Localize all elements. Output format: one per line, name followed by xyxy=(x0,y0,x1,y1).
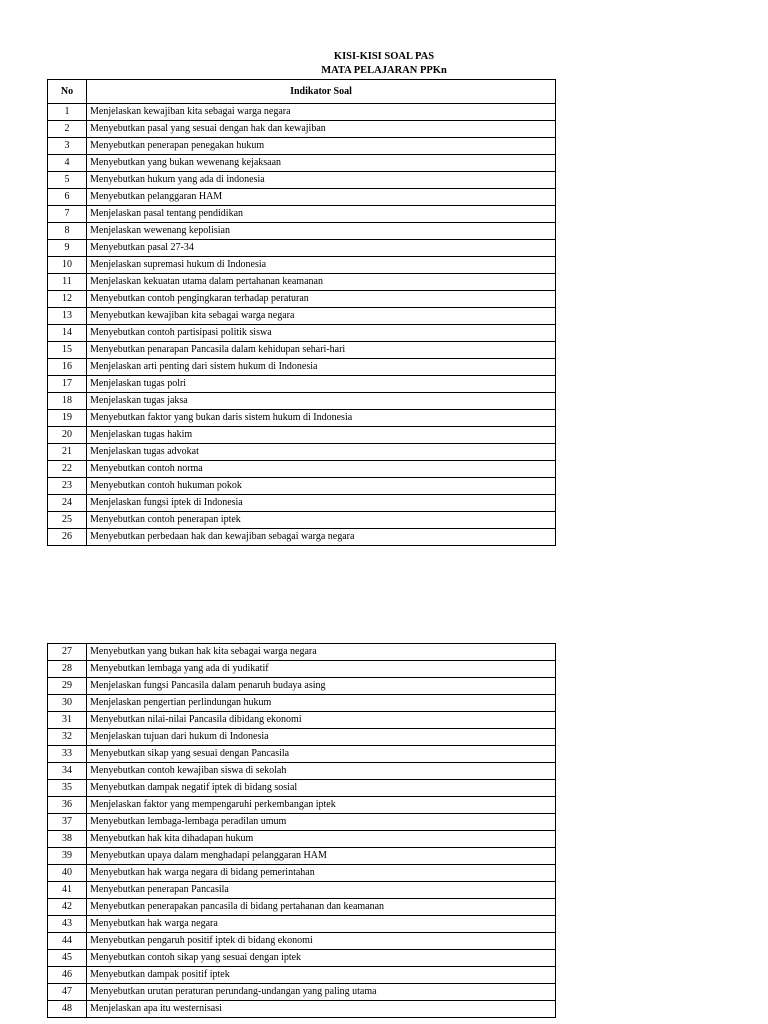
table-row xyxy=(48,427,556,444)
row-number: 35 xyxy=(48,780,87,797)
row-number: 5 xyxy=(48,172,87,189)
row-indicator: Menyebutkan hak warga negara di bidang pemerintahan xyxy=(87,865,556,882)
table-row xyxy=(48,729,556,746)
row-number: 14 xyxy=(48,325,87,342)
table-row xyxy=(48,797,556,814)
table-row xyxy=(48,865,556,882)
table-row xyxy=(48,121,556,138)
row-number: 1 xyxy=(48,104,87,121)
table-row xyxy=(48,342,556,359)
row-indicator: Menjelaskan tugas jaksa xyxy=(87,393,556,410)
table-row xyxy=(48,916,556,933)
table-row xyxy=(48,1001,556,1018)
table-row xyxy=(48,695,556,712)
row-number: 33 xyxy=(48,746,87,763)
table-row xyxy=(48,274,556,291)
row-number: 39 xyxy=(48,848,87,865)
row-indicator: Menjelaskan wewenang kepolisian xyxy=(87,223,556,240)
table-row xyxy=(48,376,556,393)
table-row xyxy=(48,831,556,848)
row-indicator: Menyebutkan contoh hukuman pokok xyxy=(87,478,556,495)
table-row xyxy=(48,461,556,478)
row-indicator: Menyebutkan perbedaan hak dan kewajiban sebagai warga negara xyxy=(87,529,556,546)
row-number: 48 xyxy=(48,1001,87,1018)
row-indicator: Menyebutkan nilai-nilai Pancasila dibidang ekonomi xyxy=(87,712,556,729)
row-indicator: Menjelaskan apa itu westernisasi xyxy=(87,1001,556,1018)
row-number: 41 xyxy=(48,882,87,899)
table-row xyxy=(48,746,556,763)
indicator-table-1 xyxy=(47,79,556,546)
row-indicator: Menjelaskan tugas advokat xyxy=(87,444,556,461)
table-row xyxy=(48,678,556,695)
row-indicator: Menjelaskan supremasi hukum di Indonesia xyxy=(87,257,556,274)
row-number: 20 xyxy=(48,427,87,444)
row-number: 11 xyxy=(48,274,87,291)
row-indicator: Menjelaskan tujuan dari hukum di Indonesia xyxy=(87,729,556,746)
table-row xyxy=(48,848,556,865)
row-number: 47 xyxy=(48,984,87,1001)
table-row xyxy=(48,410,556,427)
header-indikator: Indikator Soal xyxy=(87,80,556,104)
table-row xyxy=(48,359,556,376)
row-number: 43 xyxy=(48,916,87,933)
table-row xyxy=(48,712,556,729)
table-row xyxy=(48,661,556,678)
row-number: 2 xyxy=(48,121,87,138)
row-indicator: Menyebutkan penerapakan pancasila di bidang pertahanan dan keamanan xyxy=(87,899,556,916)
row-indicator: Menyebutkan hak kita dihadapan hukum xyxy=(87,831,556,848)
table-row xyxy=(48,478,556,495)
row-number: 28 xyxy=(48,661,87,678)
row-number: 45 xyxy=(48,950,87,967)
table-row xyxy=(48,644,556,661)
row-indicator: Menyebutkan dampak positif iptek xyxy=(87,967,556,984)
row-number: 9 xyxy=(48,240,87,257)
table-row xyxy=(48,325,556,342)
table-row xyxy=(48,155,556,172)
table-row xyxy=(48,240,556,257)
row-number: 25 xyxy=(48,512,87,529)
row-number: 15 xyxy=(48,342,87,359)
row-indicator: Menyebutkan penerapan penegakan hukum xyxy=(87,138,556,155)
table-row xyxy=(48,495,556,512)
row-number: 36 xyxy=(48,797,87,814)
table-row xyxy=(48,393,556,410)
table-row xyxy=(48,172,556,189)
row-number: 17 xyxy=(48,376,87,393)
row-number: 6 xyxy=(48,189,87,206)
row-number: 22 xyxy=(48,461,87,478)
row-indicator: Menyebutkan yang bukan hak kita sebagai warga negara xyxy=(87,644,556,661)
table-row xyxy=(48,780,556,797)
table-row xyxy=(48,512,556,529)
row-indicator: Menyebutkan contoh sikap yang sesuai dengan iptek xyxy=(87,950,556,967)
row-number: 18 xyxy=(48,393,87,410)
row-number: 30 xyxy=(48,695,87,712)
row-number: 12 xyxy=(48,291,87,308)
row-indicator: Menyebutkan pasal 27-34 xyxy=(87,240,556,257)
row-indicator: Menjelaskan tugas polri xyxy=(87,376,556,393)
table-row xyxy=(48,138,556,155)
row-number: 16 xyxy=(48,359,87,376)
table-row xyxy=(48,967,556,984)
row-number: 10 xyxy=(48,257,87,274)
row-indicator: Menjelaskan kewajiban kita sebagai warga negara xyxy=(87,104,556,121)
row-indicator: Menjelaskan pasal tentang pendidikan xyxy=(87,206,556,223)
row-number: 38 xyxy=(48,831,87,848)
row-indicator: Menyebutkan contoh kewajiban siswa di sekolah xyxy=(87,763,556,780)
document-title: KISI-KISI SOAL PAS xyxy=(333,51,435,62)
row-indicator: Menyebutkan contoh norma xyxy=(87,461,556,478)
row-number: 40 xyxy=(48,865,87,882)
row-indicator: Menyebutkan dampak negatif iptek di bidang sosial xyxy=(87,780,556,797)
indicator-table-2 xyxy=(47,643,556,1018)
row-number: 4 xyxy=(48,155,87,172)
row-indicator: Menyebutkan lembaga yang ada di yudikatif xyxy=(87,661,556,678)
row-indicator: Menyebutkan contoh penerapan iptek xyxy=(87,512,556,529)
table-row xyxy=(48,984,556,1001)
row-indicator: Menjelaskan kekuatan utama dalam pertahanan keamanan xyxy=(87,274,556,291)
row-number: 21 xyxy=(48,444,87,461)
row-number: 27 xyxy=(48,644,87,661)
row-number: 34 xyxy=(48,763,87,780)
row-indicator: Menjelaskan arti penting dari sistem hukum di Indonesia xyxy=(87,359,556,376)
row-indicator: Menyebutkan contoh partisipasi politik siswa xyxy=(87,325,556,342)
table-row xyxy=(48,189,556,206)
row-indicator: Menyebutkan lembaga-lembaga peradilan umum xyxy=(87,814,556,831)
row-indicator: Menyebutkan pelanggaran HAM xyxy=(87,189,556,206)
row-number: 32 xyxy=(48,729,87,746)
row-number: 13 xyxy=(48,308,87,325)
row-number: 42 xyxy=(48,899,87,916)
row-indicator: Menyebutkan contoh pengingkaran terhadap peraturan xyxy=(87,291,556,308)
row-number: 8 xyxy=(48,223,87,240)
table-row xyxy=(48,814,556,831)
table-row xyxy=(48,257,556,274)
document-subtitle: MATA PELAJARAN PPKn xyxy=(321,65,447,76)
table-row xyxy=(48,206,556,223)
row-indicator: Menyebutkan upaya dalam menghadapi pelanggaran HAM xyxy=(87,848,556,865)
table-row xyxy=(48,291,556,308)
table-row xyxy=(48,899,556,916)
row-number: 31 xyxy=(48,712,87,729)
row-indicator: Menjelaskan faktor yang mempengaruhi perkembangan iptek xyxy=(87,797,556,814)
row-indicator: Menjelaskan pengertian perlindungan hukum xyxy=(87,695,556,712)
row-indicator: Menyebutkan pasal yang sesuai dengan hak dan kewajiban xyxy=(87,121,556,138)
header-no: No xyxy=(48,80,87,104)
row-indicator: Menyebutkan penarapan Pancasila dalam kehidupan sehari-hari xyxy=(87,342,556,359)
table-row xyxy=(48,104,556,121)
row-indicator: Menyebutkan hak warga negara xyxy=(87,916,556,933)
row-number: 44 xyxy=(48,933,87,950)
row-number: 7 xyxy=(48,206,87,223)
table-row xyxy=(48,882,556,899)
row-indicator: Menyebutkan kewajiban kita sebagai warga negara xyxy=(87,308,556,325)
table-row xyxy=(48,950,556,967)
row-indicator: Menyebutkan faktor yang bukan daris sistem hukum di Indonesia xyxy=(87,410,556,427)
row-indicator: Menjelaskan fungsi iptek di Indonesia xyxy=(87,495,556,512)
table-row xyxy=(48,529,556,546)
row-number: 37 xyxy=(48,814,87,831)
row-indicator: Menyebutkan pengaruh positif iptek di bidang ekonomi xyxy=(87,933,556,950)
row-indicator: Menyebutkan sikap yang sesuai dengan Pancasila xyxy=(87,746,556,763)
row-number: 3 xyxy=(48,138,87,155)
row-number: 19 xyxy=(48,410,87,427)
row-indicator: Menyebutkan hukum yang ada di indonesia xyxy=(87,172,556,189)
row-indicator: Menyebutkan penerapan Pancasila xyxy=(87,882,556,899)
row-indicator: Menjelaskan fungsi Pancasila dalam penaruh budaya asing xyxy=(87,678,556,695)
row-number: 26 xyxy=(48,529,87,546)
row-number: 24 xyxy=(48,495,87,512)
row-number: 29 xyxy=(48,678,87,695)
row-number: 46 xyxy=(48,967,87,984)
table-row xyxy=(48,933,556,950)
row-indicator: Menyebutkan yang bukan wewenang kejaksaan xyxy=(87,155,556,172)
table-row xyxy=(48,223,556,240)
table-row xyxy=(48,308,556,325)
row-indicator: Menyebutkan urutan peraturan perundang-undangan yang paling utama xyxy=(87,984,556,1001)
table-row xyxy=(48,763,556,780)
row-number: 23 xyxy=(48,478,87,495)
table-header-row xyxy=(48,80,556,104)
table-row xyxy=(48,444,556,461)
row-indicator: Menjelaskan tugas hakim xyxy=(87,427,556,444)
